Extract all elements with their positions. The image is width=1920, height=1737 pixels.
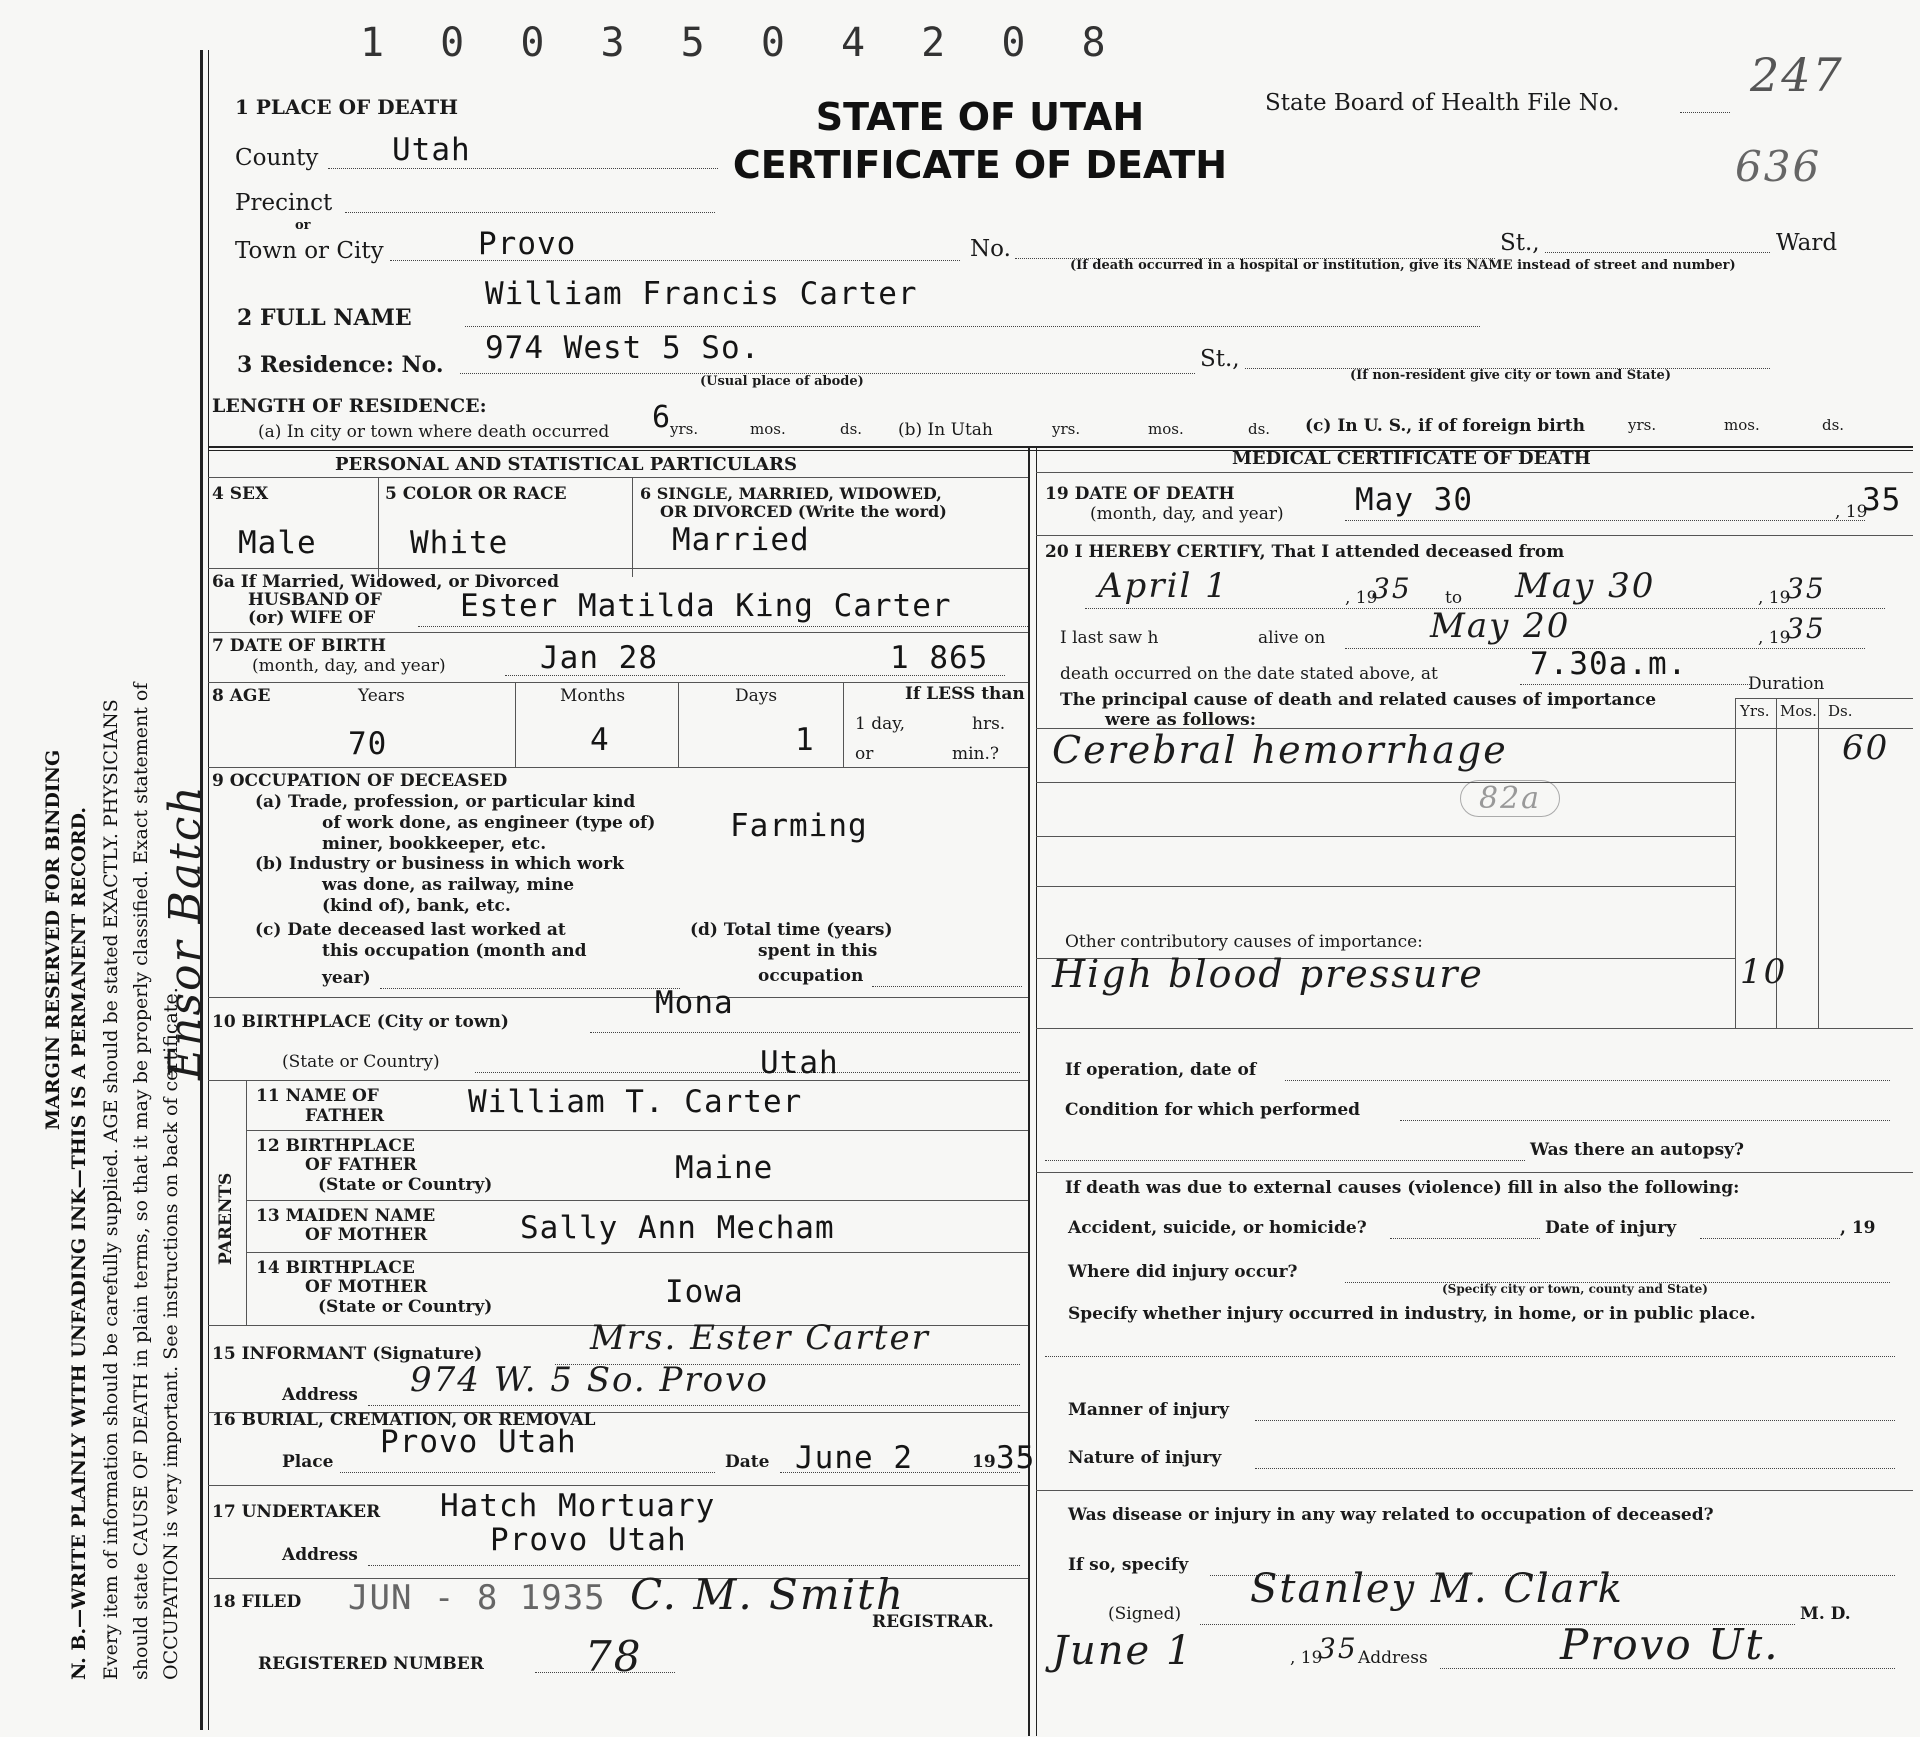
related-rule <box>1036 1490 1913 1491</box>
undertaker-value: Hatch Mortuary <box>440 1488 716 1524</box>
father-birthplace: Maine <box>675 1150 774 1186</box>
precinct-label: Precinct <box>235 190 333 216</box>
filed-stamp: JUN - 8 1935 <box>348 1578 606 1618</box>
hospital-note: (If death occurred in a hospital or institution, give its NAME instead of street and number) <box>1070 258 1736 273</box>
county-label: County <box>235 145 319 171</box>
county-line <box>328 168 718 169</box>
operation-label: If operation, date of <box>1065 1060 1257 1080</box>
manner-label: Manner of injury <box>1068 1400 1229 1420</box>
undertaker-address-line <box>368 1565 1020 1566</box>
cause-label-2: were as follows: <box>1105 710 1257 730</box>
color-value: White <box>410 525 509 561</box>
column-divider-inner <box>1036 446 1037 1736</box>
cause-value: Cerebral hemorrhage <box>1052 728 1508 772</box>
father-bp-label-3: (State or Country) <box>318 1175 493 1195</box>
injury-date-label: Date of injury <box>1545 1218 1677 1238</box>
sign-address-label: Address <box>1358 1648 1428 1668</box>
from-year: 35 <box>1372 572 1412 605</box>
birthplace-city: Mona <box>655 985 734 1021</box>
full-name-value: William Francis Carter <box>485 276 918 312</box>
where-injury-label: Where did injury occur? <box>1068 1262 1298 1282</box>
mother-value: Sally Ann Mecham <box>520 1210 835 1246</box>
or-label: or <box>295 218 311 233</box>
birthplace-state-label: (State or Country) <box>282 1052 440 1072</box>
row-8-rule <box>208 682 1028 683</box>
nature-line <box>1255 1468 1895 1469</box>
other-cause-duration: 10 <box>1740 952 1788 992</box>
occupation-c-1: (c) Date deceased last worked at <box>255 920 566 940</box>
registered-number-label: REGISTERED NUMBER <box>258 1654 484 1674</box>
row-13-rule <box>246 1200 1028 1201</box>
occupation-value: Farming <box>730 808 868 844</box>
dob-year: 1 865 <box>890 640 989 676</box>
file-number: 247 <box>1750 48 1844 102</box>
age-divider-2 <box>678 682 679 767</box>
residence-city-mos: mos. <box>750 420 786 438</box>
accident-label: Accident, suicide, or homicide? <box>1068 1218 1367 1238</box>
parents-divider <box>246 1080 247 1325</box>
to-label: to <box>1445 588 1463 608</box>
other-causes-label: Other contributory causes of importance: <box>1065 932 1423 952</box>
length-of-residence-label: LENGTH OF RESIDENCE: <box>212 395 487 417</box>
informant-address-label: Address <box>282 1385 358 1405</box>
medical-section-title: MEDICAL CERTIFICATE OF DEATH <box>1232 448 1591 469</box>
row-6a-rule <box>208 568 1028 569</box>
dod-year: 35 <box>1862 482 1902 518</box>
external-rule <box>1036 1172 1913 1173</box>
occupation-b-1: (b) Industry or business in which work <box>255 854 624 874</box>
occupation-b-2: was done, as railway, mine <box>322 875 575 895</box>
last-saw-date: May 20 <box>1430 606 1571 646</box>
dod-label-2: (month, day, and year) <box>1090 504 1284 524</box>
sign-year-prefix: , 19 <box>1290 1648 1323 1668</box>
specify-injury-line <box>1045 1356 1895 1357</box>
precinct-line <box>345 212 715 213</box>
duration-label: Duration <box>1748 674 1825 694</box>
manner-line <box>1255 1420 1895 1421</box>
residence-city-label: (a) In city or town where death occurred <box>258 422 610 442</box>
burial-date-label: Date <box>725 1452 770 1472</box>
related-label: Was disease or injury in any way related to occupation of deceased? <box>1068 1505 1714 1525</box>
nonresident-note: (If non-resident give city or town and State) <box>1350 368 1671 383</box>
alive-label: alive on <box>1258 628 1326 648</box>
cause-label-1: The principal cause of death and related causes of importance <box>1060 690 1657 710</box>
informant-address: 974 W. 5 So. Provo <box>410 1360 769 1400</box>
age-months-value: 4 <box>590 722 610 758</box>
occupation-d-3: occupation <box>758 966 864 986</box>
dob-value: Jan 28 <box>540 640 658 676</box>
dob-label-2: (month, day, and year) <box>252 656 446 676</box>
mother-bp-label-2: OF MOTHER <box>305 1277 428 1297</box>
age-days-value: 1 <box>795 722 815 758</box>
county-value: Utah <box>392 132 471 168</box>
certificate-title-state: STATE OF UTAH <box>815 95 1145 139</box>
spouse-label-3: (or) WIFE OF <box>248 608 376 628</box>
residence-utah-ds: ds. <box>1248 420 1271 438</box>
birthplace-line <box>590 1032 1020 1033</box>
row-12-rule <box>246 1130 1028 1131</box>
informant-address-line <box>368 1405 1020 1406</box>
age-divider-3 <box>843 682 844 767</box>
last-saw-label: I last saw h <box>1060 628 1159 648</box>
mother-label-1: 13 MAIDEN NAME <box>256 1206 436 1226</box>
sign-address: Provo Ut. <box>1560 1620 1780 1669</box>
form-left-border <box>200 50 203 1730</box>
age-hrs-label: hrs. <box>972 714 1006 734</box>
to-year-prefix: , 19 <box>1758 588 1791 608</box>
last-saw-year: 35 <box>1786 612 1826 645</box>
age-or-label: or <box>855 744 874 764</box>
dod-line <box>1345 520 1865 521</box>
residence-city-yrs: yrs. <box>670 420 699 438</box>
death-time: 7.30a.m. <box>1530 646 1688 682</box>
cause-rule-1 <box>1036 782 1735 783</box>
other-cause-value: High blood pressure <box>1052 952 1484 996</box>
burial-label: 16 BURIAL, CREMATION, OR REMOVAL <box>212 1410 596 1430</box>
marital-label-2: OR DIVORCED (Write the word) <box>660 502 947 521</box>
cause-rule-3 <box>1036 886 1735 887</box>
ward-label: Ward <box>1776 230 1838 256</box>
informant-label: 15 INFORMANT (Signature) <box>212 1344 483 1364</box>
age-years-label: Years <box>358 686 405 706</box>
street-line <box>1545 252 1770 253</box>
registrar-signature: C. M. Smith <box>630 1570 906 1619</box>
occupation-label: 9 OCCUPATION OF DECEASED <box>212 771 508 791</box>
column-divider <box>1028 446 1030 1736</box>
nature-label: Nature of injury <box>1068 1448 1222 1468</box>
age-years-value: 70 <box>348 726 388 762</box>
filed-label: 18 FILED <box>212 1592 302 1612</box>
certify-label: 20 I HEREBY CERTIFY, That I attended deceased from <box>1045 542 1565 562</box>
spouse-label-2: HUSBAND OF <box>248 590 382 610</box>
injury-year-label: , 19 <box>1840 1218 1876 1238</box>
residence-st-label: St., <box>1200 346 1240 372</box>
condition-label: Condition for which performed <box>1065 1100 1361 1120</box>
duration-mos: Mos. <box>1780 702 1817 720</box>
occupation-a-2: of work done, as engineer (type of) <box>322 813 656 833</box>
residence-us-yrs: yrs. <box>1628 416 1657 434</box>
occupation-c-2: this occupation (month and <box>322 941 587 961</box>
from-year-prefix: , 19 <box>1345 588 1378 608</box>
parents-label: PARENTS <box>216 1172 236 1265</box>
death-time-line <box>1520 684 1750 685</box>
autopsy-line <box>1045 1160 1525 1161</box>
undertaker-address: Provo Utah <box>490 1522 687 1558</box>
spouse-label-1: 6a If Married, Widowed, or Divorced <box>212 572 559 592</box>
occupation-d-1: (d) Total time (years) <box>690 920 893 940</box>
margin-instructions-1: Every item of information should be carefully supplied. AGE should be stated EXACTLY. PHYSICIANS <box>100 699 122 1680</box>
marital-label-1: 6 SINGLE, MARRIED, WIDOWED, <box>640 484 942 503</box>
physician-signature: Stanley M. Clark <box>1250 1566 1624 1612</box>
occupation-b-3: (kind of), bank, etc. <box>322 896 511 916</box>
usual-abode-note: (Usual place of abode) <box>700 374 864 389</box>
cause-rule-2 <box>1036 836 1735 837</box>
table-top-border <box>208 446 1913 448</box>
town-line <box>390 260 960 261</box>
father-label-1: 11 NAME OF <box>256 1086 379 1106</box>
injury-date-line <box>1700 1238 1840 1239</box>
residence-city-years: 6 <box>652 400 672 435</box>
residence-label: 3 Residence: No. <box>237 352 444 378</box>
attended-to: May 30 <box>1515 566 1656 606</box>
burial-date: June 2 <box>795 1440 913 1476</box>
father-bp-label-1: 12 BIRTHPLACE <box>256 1136 415 1156</box>
md-label: M. D. <box>1800 1604 1851 1624</box>
operation-line <box>1285 1080 1890 1081</box>
residence-city-ds: ds. <box>840 420 863 438</box>
age-months-label: Months <box>560 686 626 706</box>
to-year: 35 <box>1786 572 1826 605</box>
duration-col-3 <box>1818 698 1819 1028</box>
sign-year: 35 <box>1318 1632 1358 1665</box>
mother-bp-label-1: 14 BIRTHPLACE <box>256 1258 415 1278</box>
burial-place: Provo Utah <box>380 1424 577 1460</box>
birthplace-state-line <box>475 1072 1020 1073</box>
occupation-c-line <box>380 988 680 989</box>
father-label-2: FATHER <box>305 1106 385 1126</box>
dob-label-1: 7 DATE OF BIRTH <box>212 636 386 656</box>
residence-utah-mos: mos. <box>1148 420 1184 438</box>
age-less-label: If LESS than <box>905 684 1025 704</box>
occupation-a-3: miner, bookkeeper, etc. <box>322 834 547 854</box>
row-14-rule <box>246 1252 1028 1253</box>
burial-place-label: Place <box>282 1452 334 1472</box>
form-left-border-inner <box>208 50 209 1730</box>
duration-col-1 <box>1735 698 1736 1028</box>
cause-duration: 60 <box>1842 728 1890 768</box>
sign-date: June 1 <box>1052 1628 1194 1674</box>
town-label: Town or City <box>235 238 384 264</box>
personal-title-rule <box>208 477 1028 478</box>
color-label: 5 COLOR OR RACE <box>385 484 567 504</box>
external-label: If death was due to external causes (violence) fill in also the following: <box>1065 1178 1740 1198</box>
sex-label: 4 SEX <box>212 484 269 504</box>
sex-value: Male <box>238 525 317 561</box>
row-10-rule <box>208 997 1028 998</box>
burial-place-line <box>340 1472 715 1473</box>
cause-code: 82a <box>1460 780 1560 817</box>
ifso-label: If so, specify <box>1068 1555 1189 1575</box>
table-top-border-2 <box>208 450 1913 451</box>
spouse-value: Ester Matilda King Carter <box>460 588 952 624</box>
occupation-d-2: spent in this <box>758 941 878 961</box>
serial-number: 1 0 0 3 5 0 4 2 0 8 <box>360 20 1122 66</box>
margin-instructions-2: should state CAUSE OF DEATH in plain terms, so that it may be properly classified. Exact statement of <box>130 682 152 1680</box>
duration-ds: Ds. <box>1828 702 1853 720</box>
attended-from: April 1 <box>1098 566 1229 606</box>
registrar-label: REGISTRAR. <box>872 1612 994 1632</box>
certificate-title: CERTIFICATE OF DEATH <box>732 143 1228 187</box>
residence-utah-yrs: yrs. <box>1052 420 1081 438</box>
age-min-label: min.? <box>952 744 1000 764</box>
occupation-c-3: year) <box>322 968 371 988</box>
file-number-secondary: 636 <box>1735 142 1822 191</box>
dod-label-1: 19 DATE OF DEATH <box>1045 484 1235 504</box>
specify-note: (Specify city or town, county and State) <box>1442 1282 1708 1296</box>
sex-color-divider <box>378 477 379 577</box>
row-9-rule <box>208 767 1028 768</box>
row-17-rule <box>208 1485 1028 1486</box>
mother-birthplace: Iowa <box>665 1274 744 1310</box>
margin-handwritten-note: Ensor Batch <box>160 784 211 1080</box>
residence-us-ds: ds. <box>1822 416 1845 434</box>
last-saw-year-prefix: , 19 <box>1758 628 1791 648</box>
row-parents-rule <box>208 1080 1028 1081</box>
medical-title-rule <box>1036 472 1913 473</box>
age-day-label: 1 day, <box>855 714 905 734</box>
color-marital-divider <box>632 477 633 577</box>
occupation-a-1: (a) Trade, profession, or particular kind <box>255 792 636 812</box>
accident-line <box>1390 1238 1540 1239</box>
residence-us-label: (c) In U. S., if of foreign birth <box>1305 416 1585 436</box>
age-divider-1 <box>515 682 516 767</box>
condition-line <box>1400 1120 1890 1121</box>
place-of-death-label: 1 PLACE OF DEATH <box>235 95 458 119</box>
residence-utah-label: (b) In Utah <box>898 420 993 440</box>
file-number-line <box>1680 112 1730 113</box>
operation-rule <box>1036 1028 1913 1029</box>
specify-injury-label: Specify whether injury occurred in industry, in home, or in public place. <box>1068 1304 1756 1324</box>
birthplace-label: 10 BIRTHPLACE (City or town) <box>212 1012 509 1032</box>
duration-yrs: Yrs. <box>1740 702 1770 720</box>
mother-label-2: OF MOTHER <box>305 1225 428 1245</box>
informant-signature: Mrs. Ester Carter <box>590 1318 930 1358</box>
marital-value: Married <box>672 522 810 558</box>
burial-year-prefix: 19 <box>972 1452 996 1472</box>
personal-section-title: PERSONAL AND STATISTICAL PARTICULARS <box>335 454 798 475</box>
burial-year: 35 <box>996 1440 1036 1476</box>
row-20-rule <box>1036 535 1913 536</box>
dod-value: May 30 <box>1355 482 1473 518</box>
birthplace-state: Utah <box>760 1045 839 1081</box>
margin-instructions-3: OCCUPATION is very important. See instructions on back of certificate. <box>160 987 182 1680</box>
dod-year-prefix: , 19 <box>1835 502 1868 522</box>
signed-label: (Signed) <box>1108 1604 1182 1624</box>
undertaker-label: 17 UNDERTAKER <box>212 1502 381 1522</box>
undertaker-address-label: Address <box>282 1545 358 1565</box>
street-label: St., <box>1500 230 1540 256</box>
residence-us-mos: mos. <box>1724 416 1760 434</box>
residence-value: 974 West 5 So. <box>485 330 761 366</box>
town-value: Provo <box>478 226 577 262</box>
margin-binding-text: MARGIN RESERVED FOR BINDING <box>42 749 64 1130</box>
file-number-label: State Board of Health File No. <box>1265 90 1620 116</box>
death-time-label: death occurred on the date stated above, at <box>1060 664 1438 684</box>
mother-bp-label-3: (State or Country) <box>318 1297 493 1317</box>
registered-number: 78 <box>585 1632 643 1681</box>
autopsy-label: Was there an autopsy? <box>1530 1140 1744 1160</box>
father-bp-label-2: OF FATHER <box>305 1155 417 1175</box>
full-name-line <box>465 326 1480 327</box>
age-label: 8 AGE <box>212 686 271 706</box>
occupation-d-line <box>872 986 1022 987</box>
row-7-rule <box>208 632 1028 633</box>
street-number-label: No. <box>970 236 1011 262</box>
spouse-line <box>418 626 1028 627</box>
father-value: William T. Carter <box>468 1084 803 1120</box>
duration-rule <box>1735 698 1913 699</box>
full-name-label: 2 FULL NAME <box>237 305 412 331</box>
age-days-label: Days <box>735 686 778 706</box>
margin-ink-notice: N. B.—WRITE PLAINLY WITH UNFADING INK—THIS IS A PERMANENT RECORD. <box>68 807 90 1680</box>
